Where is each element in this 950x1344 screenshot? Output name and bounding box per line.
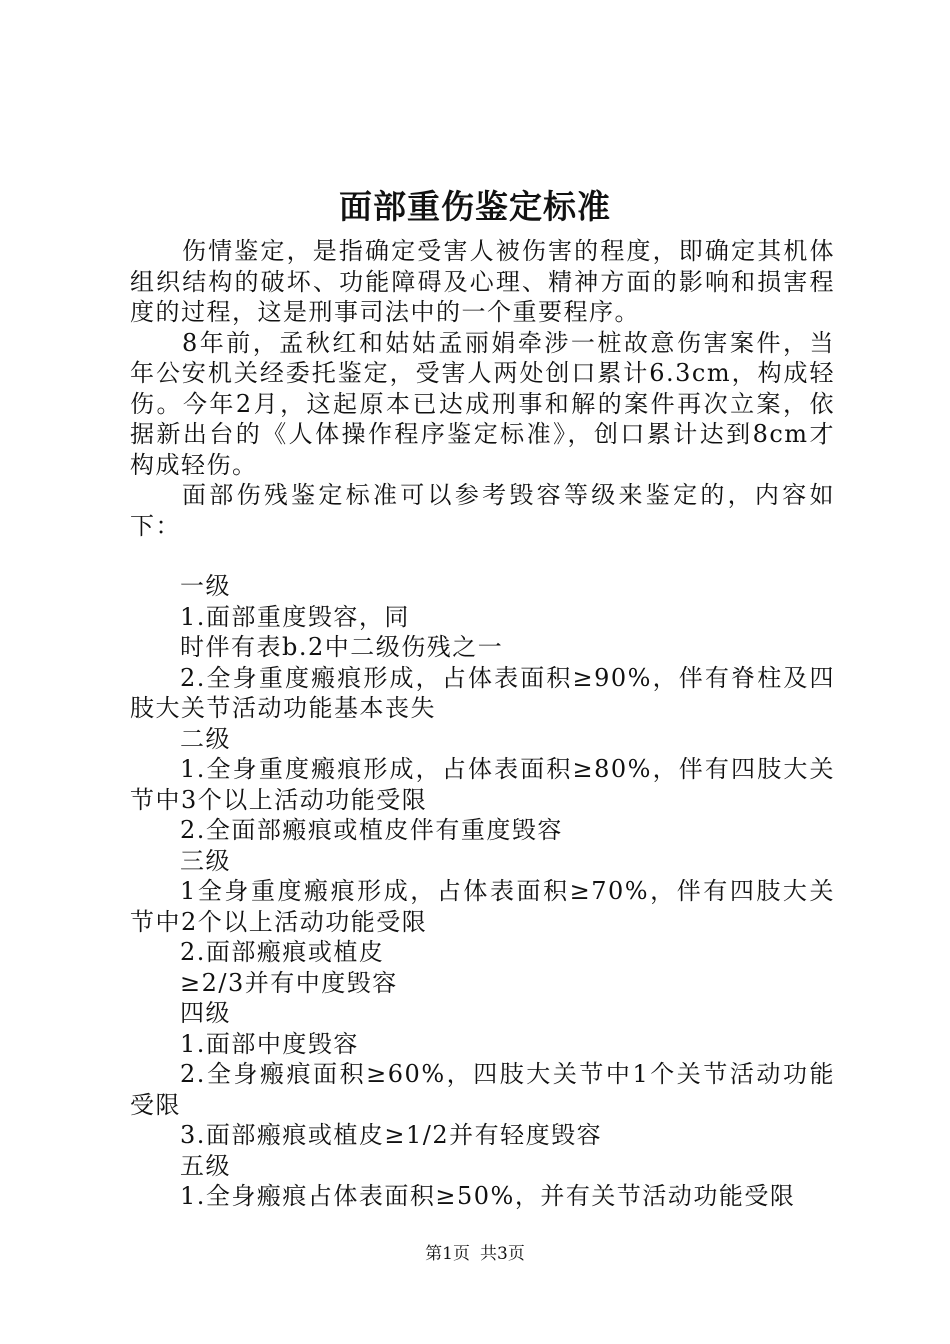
document-title: 面部重伤鉴定标准 (339, 187, 611, 226)
grade-heading: 四级 (180, 999, 231, 1027)
grade-heading: 一级 (180, 572, 231, 600)
list-item: 3.面部瘢痕或植皮≥1/2并有轻度毁容 (180, 1121, 603, 1149)
list-item: 1.全身重度瘢痕形成，占体表面积≥80%，伴有四肢大关节中3个以上活动功能受限 (130, 755, 835, 814)
list-item: 1.全身瘢痕占体表面积≥50%，并有关节活动功能受限 (180, 1182, 796, 1210)
list-item: 1全身重度瘢痕形成，占体表面积≥70%，伴有四肢大关节中2个以上活动功能受限 (130, 877, 835, 936)
list-item: 2.全面部瘢痕或植皮伴有重度毁容 (180, 816, 563, 844)
list-item: 2.全身瘢痕面积≥60%，四肢大关节中1个关节活动功能受限 (130, 1060, 835, 1119)
page-footer (0, 1242, 950, 1266)
page-number: 第1页 (425, 1244, 470, 1264)
list-item: 1.面部中度毁容 (180, 1029, 359, 1058)
list-item: ≥2/3并有中度毁容 (180, 968, 398, 997)
paragraph-reference: 面部伤残鉴定标准可以参考毁容等级来鉴定的，内容如下： (130, 481, 835, 540)
blank-line (130, 541, 835, 571)
list-item: 2.全身重度瘢痕形成，占体表面积≥90%，伴有脊柱及四肢大关节活动功能基本丧失 (130, 663, 835, 722)
grade-heading: 五级 (180, 1151, 231, 1180)
list-item: 2.面部瘢痕或植皮 (180, 938, 385, 966)
list-item: 1.面部重度毁容，同 (180, 602, 410, 631)
grade-heading: 三级 (180, 846, 231, 875)
grade-heading: 二级 (180, 724, 231, 753)
list-item: 时伴有表b.2中二级伤残之一 (180, 633, 504, 661)
paragraph-case: 8年前，孟秋红和姑姑孟丽娟牵涉一桩故意伤害案件，当年公安机关经委托鉴定，受害人两处创口累计6.3cm，构成轻伤。今年2月，这起原本已达成刑事和解的案件再次立案，依据新出台的《人体操作程序鉴定标准》，创口累计达到8cm才构成轻伤。 (130, 328, 835, 479)
paragraph-definition: 伤情鉴定，是指确定受害人被伤害的程度，即确定其机体组织结构的破坏、功能障碍及心理、精神方面的影响和损害程度的过程，这是刑事司法中的一个重要程序。 (130, 237, 835, 326)
document-body (130, 236, 835, 1212)
page-total: 共3页 (480, 1244, 525, 1264)
